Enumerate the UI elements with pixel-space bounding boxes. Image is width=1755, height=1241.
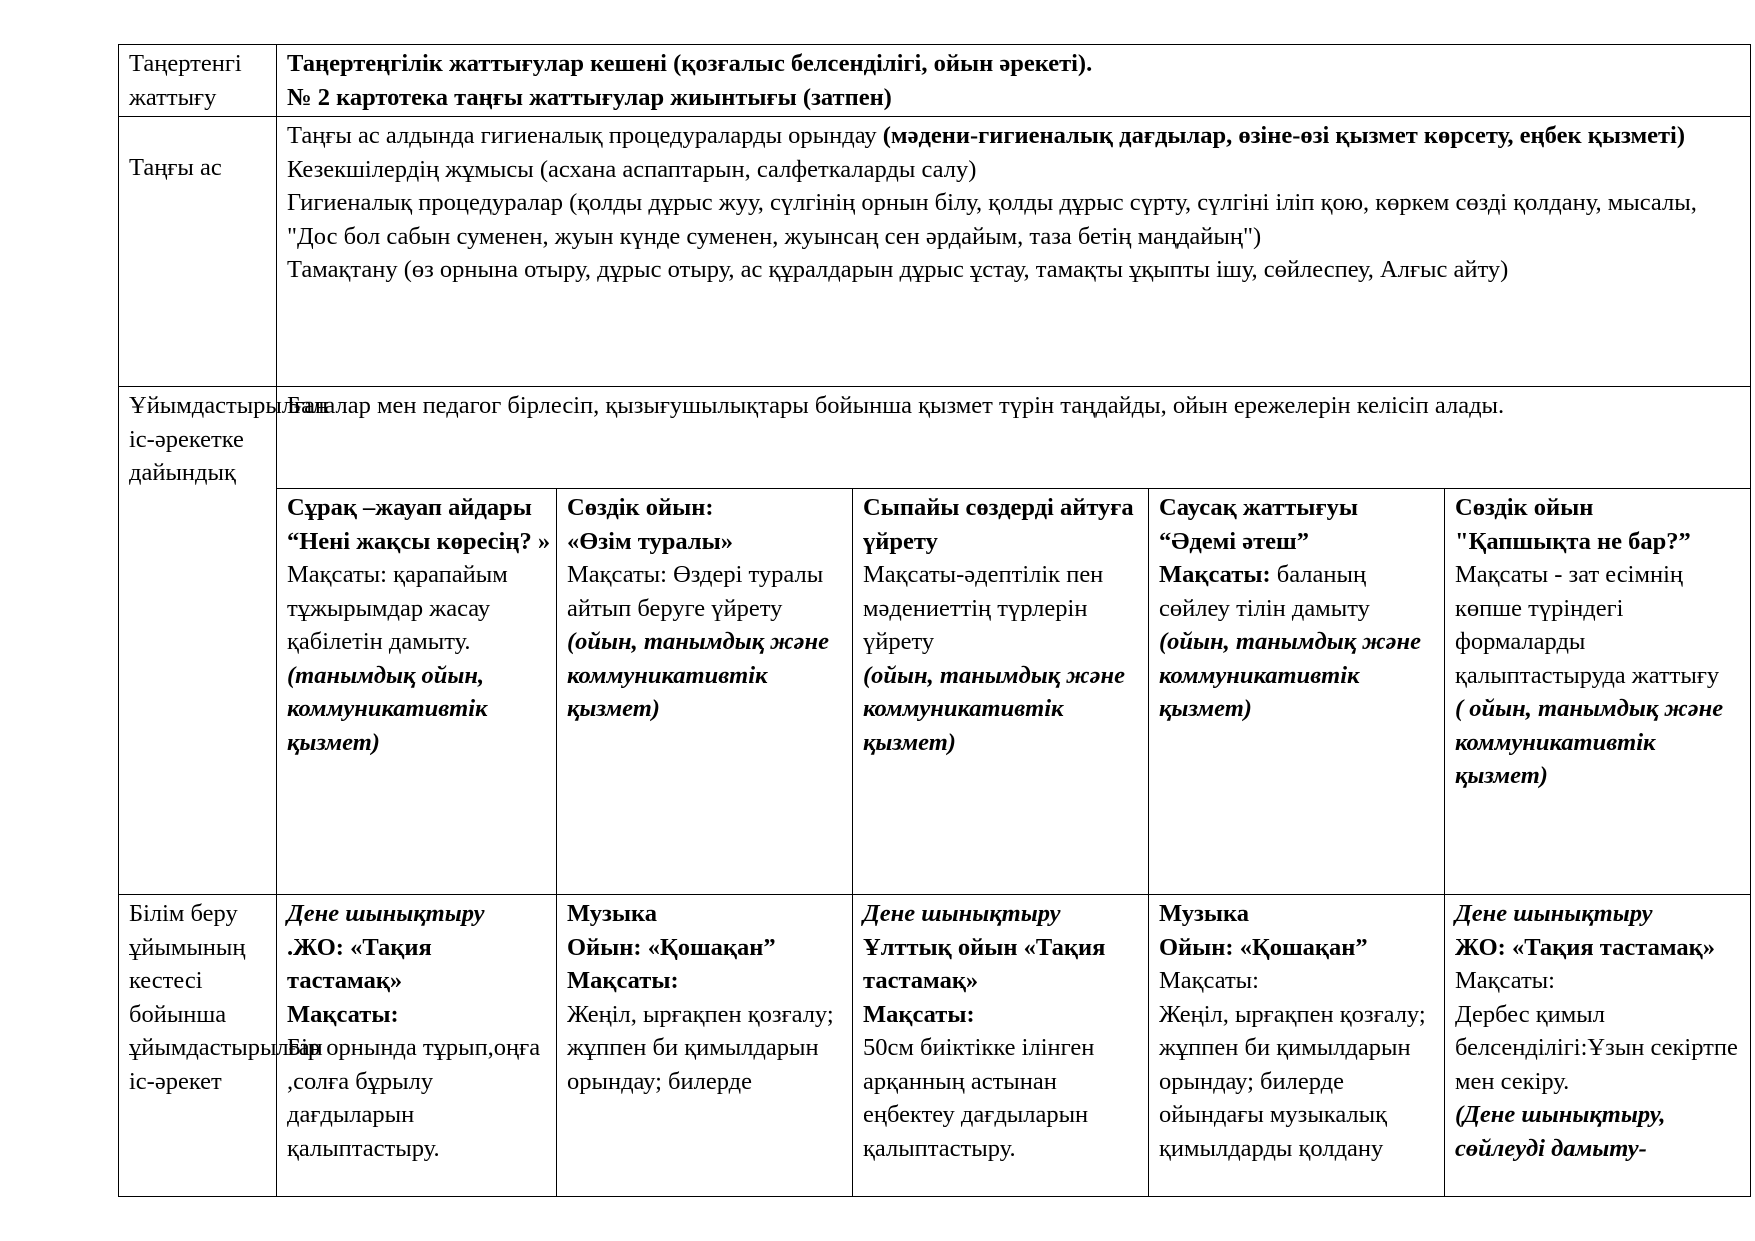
schedule-activity-cell <box>853 895 1149 1197</box>
prep-activity-cell <box>277 489 557 895</box>
schedule-goal: Жеңіл, ырғақпен қозғалу; жұппен би қимылдарын орындау; билерде <box>567 1000 834 1095</box>
schedule-game: ЖО: «Тақия тастамақ» <box>1455 933 1715 961</box>
prep-activity-type: (ойын, танымдық және коммуникативтік қызмет) <box>863 661 1125 756</box>
prep-activity-type: ( ойын, танымдық және коммуникативтік қызмет) <box>1455 695 1724 789</box>
row-preparation <box>119 387 1751 489</box>
prep-activity-type: (ойын, танымдық және коммуникативтік қызмет) <box>567 628 829 722</box>
breakfast-content <box>277 117 1751 387</box>
prep-activity-cell <box>853 489 1149 895</box>
prep-activity-title: Сұрақ –жауап айдары <box>287 494 532 521</box>
breakfast-paragraph-3: Гигиеналық процедуралар (қолды дұрыс жуу, сүлгінің орнын білу, қолды дұрыс сүрту, сүлгіні іліп қою, көркем сөзді қолдану, мысалы, "Дос бол сабын суменен, жуын күнде суменен, жуынсаң сен әрдайым, таза бетің маңдайың") <box>287 189 1697 250</box>
prep-activity-goal: Мақсаты - зат есімнің көпше түріндегі формаларды қалыптастыруда жаттығу <box>1455 561 1720 689</box>
row-label-breakfast: Таңғы ас <box>119 117 277 387</box>
prep-activity-subtitle: “Нені жақсы көресің? » <box>287 527 551 555</box>
row-preparation-activities <box>119 489 1751 895</box>
prep-activity-cell <box>1149 489 1445 895</box>
prep-activity-cell <box>557 489 853 895</box>
prep-activity-cell <box>1445 489 1751 895</box>
schedule-goal-label: Мақсаты: <box>1159 967 1259 994</box>
prep-activity-title: Сыпайы сөздерді айтуға үйрету <box>863 494 1134 555</box>
breakfast-paragraph-1 <box>287 119 1740 153</box>
schedule-subject: Дене шынықтыру <box>287 900 485 927</box>
prep-activity-type: (танымдық ойын, коммуникативтік қызмет) <box>287 661 488 756</box>
schedule-activity-type: (Дене шынықтыру, сөйлеуді дамыту- <box>1455 1101 1666 1162</box>
schedule-subject: Дене шынықтыру <box>863 900 1061 927</box>
morning-line-2: № 2 картотека таңғы жаттығулар жиынтығы (затпен) <box>287 83 892 111</box>
schedule-subject: Музыка <box>567 900 658 927</box>
row-label-preparation: Ұйымдастырылған іс-әрекетке дайындық <box>119 387 277 895</box>
schedule-goal: 50см биіктікке ілінген арқанның астынан еңбектеу дағдыларын қалыптастыру. <box>863 1034 1095 1162</box>
prep-activity-goal-line <box>1159 558 1440 625</box>
schedule-document <box>118 44 1751 1197</box>
schedule-activity-cell <box>1149 895 1445 1197</box>
morning-line-1: Таңертеңгілік жаттығулар кешені (қозғалыс белсенділігі, ойын әрекеті). <box>287 50 1093 77</box>
prep-activity-subtitle: «Өзім туралы» <box>567 527 733 555</box>
row-breakfast <box>119 117 1751 387</box>
prep-activity-goal: Мақсаты: қарапайым тұжырымдар жасау қабілетін дамыту. <box>287 561 508 655</box>
prep-activity-goal: баланың сөйлеу тілін дамыту <box>1159 561 1370 622</box>
schedule-goal-label: Мақсаты: <box>287 1000 399 1028</box>
prep-activity-goal: Мақсаты: Өздері туралы айтып беруге үйрету <box>567 561 824 622</box>
breakfast-paragraph-2: Кезекшілердің жұмысы (асхана аспаптарын, салфеткаларды салу) <box>287 155 977 183</box>
schedule-goal: Бір орнында тұрып,оңға ,солға бұрылу дағдыларын қалыптастыру. <box>287 1034 541 1162</box>
row-label-schedule: Білім беру ұйымының кестесі бойынша ұйымдастырылған іс-әрекет <box>119 895 277 1197</box>
schedule-goal: Жеңіл, ырғақпен қозғалу; жұппен би қимылдарын орындау; билерде ойындағы музыкалық қимылдарды қолдану <box>1159 1000 1426 1162</box>
preparation-intro: Балалар мен педагог бірлесіп, қызығушылықтары бойынша қызмет түрін таңдайды, ойын ережелерін келісіп алады. <box>277 387 1751 489</box>
row-scheduled-activities <box>119 895 1751 1197</box>
prep-activity-type: (ойын, танымдық және коммуникативтік қызмет) <box>1159 628 1421 722</box>
schedule-goal: Дербес қимыл белсенділігі:Ұзын секіртпе мен секіру. <box>1455 1000 1738 1095</box>
breakfast-paragraph-4: Тамақтану (өз орнына отыру, дұрыс отыру, ас құралдарын дұрыс ұстау, тамақты ұқыпты ішу, сөйлеспеу, Алғыс айту) <box>287 256 1509 283</box>
prep-activity-title: Сөздік ойын <box>1455 494 1594 521</box>
schedule-activity-cell <box>1445 895 1751 1197</box>
prep-activity-goal-label: Мақсаты: <box>1159 561 1271 588</box>
prep-activity-title: Сөздік ойын: <box>567 494 714 521</box>
row-morning-exercise <box>119 45 1751 117</box>
schedule-game: Ойын: «Қошақан” <box>567 933 776 961</box>
schedule-game: Ұлттық ойын «Тақия тастамақ» <box>863 933 1106 994</box>
prep-activity-goal: Мақсаты-әдептілік пен мәдениеттің түрлерін үйрету <box>863 561 1104 655</box>
prep-activity-title: Саусақ жаттығуы “Әдемі әтеш” <box>1159 494 1358 555</box>
breakfast-p1-text: Таңғы ас алдында гигиеналық процедураларды орындау <box>287 122 883 149</box>
row-label-morning: Таңертенгі жаттығу <box>119 45 277 117</box>
schedule-activity-cell <box>557 895 853 1197</box>
schedule-subject: Дене шынықтыру <box>1455 900 1653 927</box>
prep-activity-subtitle: "Қапшықта не бар?” <box>1455 527 1691 555</box>
schedule-game: Ойын: «Қошақан” <box>1159 933 1368 961</box>
daily-schedule-table <box>118 44 1751 1197</box>
schedule-game: .ЖО: «Тақия тастамақ» <box>287 933 432 994</box>
schedule-goal-label: Мақсаты: <box>863 1000 975 1028</box>
morning-content <box>277 45 1751 117</box>
schedule-goal-label: Мақсаты: <box>567 967 679 994</box>
schedule-subject: Музыка <box>1159 900 1250 927</box>
breakfast-p1-bold: (мәдени-гигиеналық дағдылар, өзіне-өзі қызмет көрсету, еңбек қызметі) <box>882 122 1686 149</box>
schedule-goal-label: Мақсаты: <box>1455 967 1555 994</box>
schedule-activity-cell <box>277 895 557 1197</box>
